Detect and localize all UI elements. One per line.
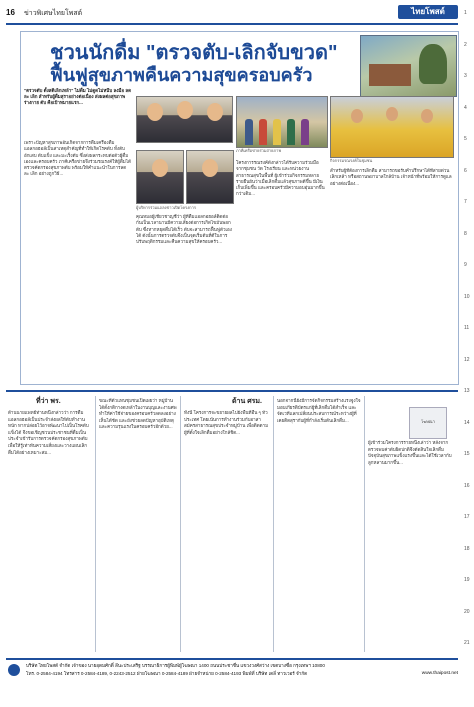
margin-line-number: 13: [464, 388, 470, 394]
headline-line-1: ชวนนักดื่ม "ตรวจตับ-เลิกจับขวด": [50, 42, 338, 64]
margin-line-numbers: [462, 0, 474, 707]
margin-line-number: 7: [464, 199, 467, 205]
photo-caption-1: ผู้บริหารร่วมแถลงข่าวเปิดโครงการ: [136, 205, 196, 210]
margin-line-number: 21: [464, 640, 470, 646]
page-header: [6, 5, 458, 25]
story-column-3: โครงการรณรงค์ดังกล่าวได้รับความร่วมมือจากชุมชน วัด โรงเรียน และหน่วยงานสาธารณสุขในพื้นที่ ผู้เข้าร่วมกิจกรรมหลายรายยืนยันว่าเมื่อเลิกดื่มแล้วสุขภาพดีขึ้น มีเงินเก็บเพิ่มขึ้น และครอบครัวมีความอบอุ่นมากขึ้นกว่าเดิม...: [236, 160, 325, 197]
photo-caption-3: ภาคีเครือข่ายร่วมถ่ายภาพ: [236, 148, 282, 153]
participant-face-1: [351, 109, 363, 123]
advertisement-box: [409, 407, 447, 439]
participant-face-3: [421, 109, 433, 123]
speaker-face-5: [202, 159, 218, 177]
page-footer: [6, 658, 458, 680]
masthead-logo: ไทยโพสต์: [398, 5, 458, 19]
column-rule: [95, 396, 96, 652]
press-conference-photo: [136, 96, 233, 143]
story-column-4: สำหรับผู้ที่ต้องการเลิกดื่ม สามารถขอรับคำปรึกษาได้ที่สายด่วนเลิกเหล้า หรือสถานพยาบาลใกล้บ้าน เจ้าหน้าที่พร้อมให้การดูแลอย่างต่อเนื่อง...: [330, 168, 452, 186]
lower-column-2: ขณะที่ตัวแทนชุมชนเปิดเผยว่า หมู่บ้านได้ตั้งกติกางดเหล้าในงานบุญและงานศพ ทำให้ค่าใช้จ่ายของครอบครัวลดลงอย่างเห็นได้ชัด และยังช่วยลดปัญหาอุบัติเหตุและความรุนแรงในครอบครัวอีกด้วย...: [99, 398, 177, 430]
margin-line-number: 10: [464, 293, 470, 300]
page-number: 16: [6, 8, 15, 17]
margin-line-number: 9: [464, 262, 467, 268]
margin-line-number: 4: [464, 104, 467, 111]
margin-line-number: 12: [464, 356, 470, 363]
lower-column-4: นอกจากนี้ยังมีการจัดกิจกรรมสร้างแรงจูงใจ มอบเกียรติบัตรแก่ผู้ที่เลิกดื่มได้สำเร็จ และจัดเวทีแลกเปลี่ยนประสบการณ์ระหว่างผู้ที่เคยติดสุรากับผู้ที่กำลังเริ่มต้นเลิกดื่ม...: [277, 398, 361, 423]
story-column-1: เพราะปัญหาสุขภาพอันเกิดจากการดื่มเครื่องดื่มแอลกอฮอล์เป็นสาเหตุสำคัญที่ทำให้เกิดโรคตับ ทั้งตับอักเสบ ตับแข็ง และมะเร็งตับ ซึ่งส่งผลกระทบต่อตัวผู้ดื่มเองและครอบครัว ภาคีเครือข่ายจึงร่วมรณรงค์ให้ผู้ดื่มได้ตรวจคัดกรองสุขภาพตับ พร้อมให้คำแนะนำในการลด ละ เลิก อย่างถูกวิธี...: [24, 140, 131, 177]
lower-column-1: ด้านนายแพทย์ท่านหนึ่งกล่าวว่า การดื่มแอลกอฮอล์เป็นประจำส่งผลให้ตับทำงานหนัก หากปล่อยไว้อาจพัฒนาไปเป็นโรคตับแข็งได้ จึงขอเชิญชวนประชาชนที่ดื่มเป็นประจำเข้ารับการตรวจคัดกรองสุขภาพตับ เพื่อให้รู้เท่าทันความเสี่ยงและวางแผนเลิกดื่มได้อย่างเหมาะสม...: [8, 410, 89, 455]
margin-line-number: 17: [464, 514, 470, 520]
margin-line-number: 5: [464, 136, 467, 142]
lower-column-3: ทั้งนี้ โครงการจะขยายผลไปยังพื้นที่อื่น ๆ ทั่วประเทศ โดยเน้นการทำงานร่วมกับอาสาสมัครสาธารณสุขประจำหมู่บ้าน เพื่อติดตามผู้ที่ตั้งใจเลิกดื่มอย่างใกล้ชิด...: [184, 410, 269, 435]
ad-label: โฆษณา: [421, 419, 435, 424]
speaker-face-3: [207, 103, 223, 121]
margin-line-number: 11: [464, 325, 470, 331]
margin-line-number: 18: [464, 545, 470, 552]
person-figure: [259, 119, 267, 145]
tree-shape: [419, 44, 447, 84]
speaker-face-2: [177, 101, 193, 119]
margin-line-number: 14: [464, 419, 470, 426]
margin-line-number: 16: [464, 482, 470, 489]
footer-imprint-line-1: บริษัท ไทยโพสต์ จำกัด เจ้าของ นายอุดมศักดิ์ ลีนะประเสริฐ บรรณาธิการผู้พิมพ์ผู้โฆษณา 1400 ถนนประชาชื่น แขวงวงศ์สว่าง เขตบางซื่อ กรุงเทพฯ 10800: [26, 663, 325, 668]
column-rule: [364, 396, 365, 652]
speaker-portrait-right: [186, 150, 234, 204]
section-divider: [6, 390, 458, 392]
margin-line-number: 1: [464, 10, 467, 16]
story-column-2: คุณหมอผู้เชี่ยวชาญชี้ว่า ผู้ที่ดื่มแอลกอฮอล์ติดต่อกันเป็นเวลานานมีความเสี่ยงต่อการเกิดไขมันพอกตับ ซึ่งหากหยุดดื่มได้เร็ว ตับจะสามารถฟื้นฟูตัวเองได้ ดังนั้นการตรวจตับจึงเป็นจุดเริ่มต้นที่ดีในการปรับพฤติกรรมและคืนความสุขให้ครอบครัว...: [136, 214, 232, 245]
publisher-logo-icon: [8, 664, 20, 676]
participant-face-2: [386, 107, 398, 121]
margin-line-number: 15: [464, 451, 470, 457]
photo-caption-2: กิจกรรมรณรงค์ในชุมชน: [330, 158, 373, 163]
person-figure: [301, 119, 309, 145]
column-rule: [180, 396, 181, 652]
column-heading-a: ที่ว่า พร.: [36, 398, 61, 405]
group-photo: [236, 96, 328, 148]
village-photo: [360, 35, 457, 97]
person-figure: [245, 119, 253, 145]
lower-column-5: ผู้เข้าร่วมโครงการรายหนึ่งเล่าว่า หลังจากตรวจพบค่าตับผิดปกติจึงตัดสินใจเลิกดื่ม ปัจจุบันสุขภาพแข็งแรงขึ้นและได้ใช้เวลากับลูกหลานมากขึ้น...: [368, 440, 452, 465]
column-heading-b: ด้าน ศรม.: [232, 398, 262, 405]
website-url: www.thaipost.net: [421, 671, 458, 676]
margin-line-number: 3: [464, 73, 467, 79]
story-lede: "ตรวจตับ ตั้งสติเลิกเหล้า" ไม่ดื่ม ไม่ดูดไม่หนึบ ลงมือ ลด ละ เลิก สำหรับผู้ดื่มสุราอย่างต่อเนื่อง ส่งผลต่อสุขภาพร่างกาย ตับ คือเป้าหมายแรก...: [24, 88, 132, 105]
speaker-face-1: [147, 103, 163, 121]
margin-line-number: 20: [464, 608, 470, 615]
section-label: ข่าวพิเศษไทยโพสต์: [24, 10, 83, 17]
speaker-face-4: [152, 159, 168, 177]
person-figure: [273, 119, 281, 145]
footer-imprint-line-2: โทร. 0-2584-4194 โทรสาร 0-2584-4189, 0-2243-2512 ฝ่ายโฆษณา 0-2584-4189 ฝ่ายจำหน่าย 0-2584-4193 พิมพ์ที่ บริษัท เดลี่ ทาวเวอร์ จำกัด: [26, 671, 308, 676]
speaker-portrait-left: [136, 150, 184, 204]
person-figure: [287, 119, 295, 145]
campaign-photo: [330, 96, 454, 158]
headline-line-2: ฟื้นฟูสุขภาพคืนความสุขครอบครัว: [50, 65, 313, 85]
margin-line-number: 6: [464, 167, 467, 174]
column-rule: [273, 396, 274, 652]
margin-line-number: 2: [464, 41, 467, 48]
margin-line-number: 8: [464, 230, 467, 237]
house-roof-shape: [369, 64, 411, 86]
margin-line-number: 19: [464, 577, 470, 583]
